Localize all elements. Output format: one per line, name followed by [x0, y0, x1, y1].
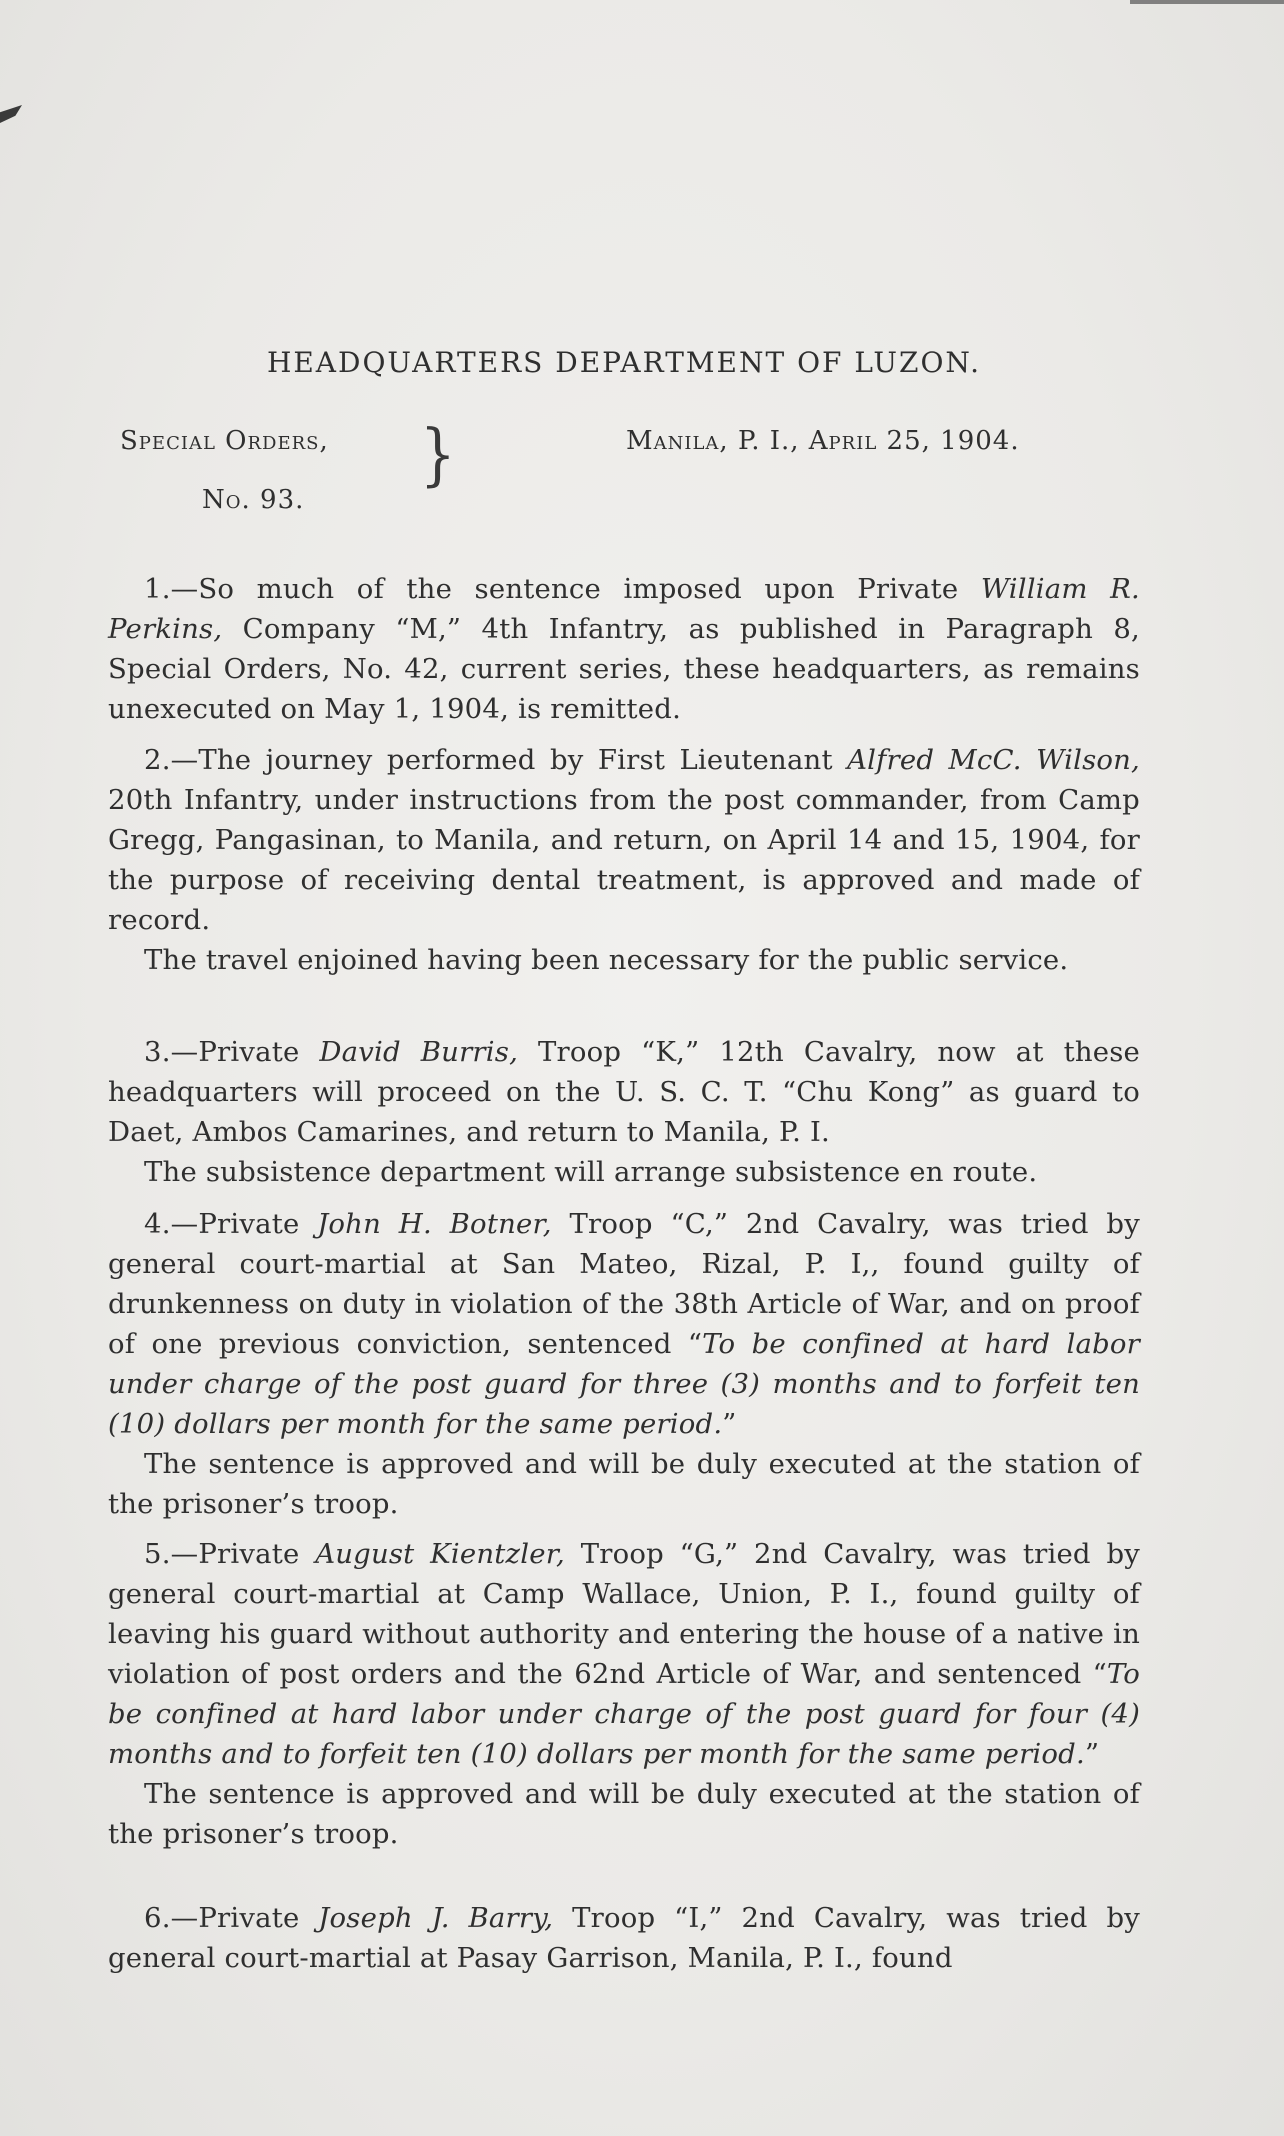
sentence-text: To be confined at hard labor under charge of the post guard for four (4) months and to forfeit ten (10) dollars per month for the same period.	[108, 1658, 1140, 1770]
sentence-text: To be confined at hard labor under charge of the post guard for three (3) months and to forfeit ten (10) dollars per month for the same period.	[108, 1328, 1141, 1440]
dateline: Manila, P. I., April 25, 1904.	[626, 426, 1020, 456]
paragraph-2-note: The travel enjoined having been necessary for the public service.	[144, 944, 1069, 976]
paragraph-3-note: The subsistence department will arrange subsistence en route.	[144, 1156, 1038, 1188]
person-name: David Burris,	[319, 1036, 519, 1068]
paragraph-4-note: The sentence is approved and will be duly executed at the station of the prisoner’s troop.	[108, 1448, 1140, 1520]
special-orders-label: Special Orders,	[120, 426, 329, 456]
scan-edge-mark	[1130, 0, 1284, 4]
paragraph-6: 6.—Private Joseph J. Barry, Troop “I,” 2nd Cavalry, was tried by general court-martial at Pasay Garrison, Manila, P. I., found	[108, 1902, 1140, 1974]
document-heading: HEADQUARTERS DEPARTMENT OF LUZON.	[266, 346, 982, 379]
paragraph-2: 2.—The journey performed by First Lieutenant Alfred McC. Wilson, 20th Infantry, under instructions from the post commander, from Camp Gregg, Pangasinan, to Manila, and return, on April 14 and 15, 1904, for the purpose of receiving dental treatment, is approved and made of record. The travel enjoined having been necessary for the public service.	[108, 740, 1140, 980]
person-name: Alfred McC. Wilson,	[847, 744, 1140, 776]
person-name: August Kientzler,	[315, 1538, 565, 1570]
brace-glyph: }	[420, 416, 456, 495]
person-name: John H. Botner,	[317, 1208, 552, 1240]
paragraph-3: 3.—Private David Burris, Troop “K,” 12th Cavalry, now at these headquarters will proceed on the U. S. C. T. “Chu Kong” as guard to Daet, Ambos Camarines, and return to Manila, P. I. The subsistence department will arrange subsistence en route.	[108, 1032, 1140, 1192]
person-name: Joseph J. Barry,	[318, 1902, 554, 1934]
paragraph-4: 4.—Private John H. Botner, Troop “C,” 2nd Cavalry, was tried by general court-martial at San Mateo, Rizal, P. I,, found guilty of drunkenness on duty in violation of the 38th Article of War, and on proof of one previous conviction, sentenced “To be confined at hard labor under charge of the post guard for three (3) months and to forfeit ten (10) dollars per month for the same period.” The sentence is approved and will be duly executed at the station of the prisoner’s troop.	[108, 1204, 1140, 1524]
paragraph-5: 5.—Private August Kientzler, Troop “G,” 2nd Cavalry, was tried by general court-martial at Camp Wallace, Union, P. I., found guilty of leaving his guard without authority and entering the house of a native in violation of post orders and the 62nd Article of War, and sentenced “To be confined at hard labor under charge of the post guard for four (4) months and to forfeit ten (10) dollars per month for the same period.” The sentence is approved and will be duly executed at the station of the prisoner’s troop.	[108, 1534, 1140, 1854]
paragraph-5-note: The sentence is approved and will be duly executed at the station of the prisoner’s troop.	[108, 1778, 1140, 1850]
special-orders-number: No. 93.	[202, 485, 305, 515]
person-name: William R. Perkins,	[108, 573, 1140, 645]
paragraph-1: 1.—So much of the sentence imposed upon Private William R. Perkins, Company “M,” 4th Infantry, as published in Paragraph 8, Special Orders, No. 42, current series, these headquarters, as remains unexecuted on May 1, 1904, is remitted.	[108, 573, 1140, 725]
scan-margin-mark	[0, 105, 22, 123]
